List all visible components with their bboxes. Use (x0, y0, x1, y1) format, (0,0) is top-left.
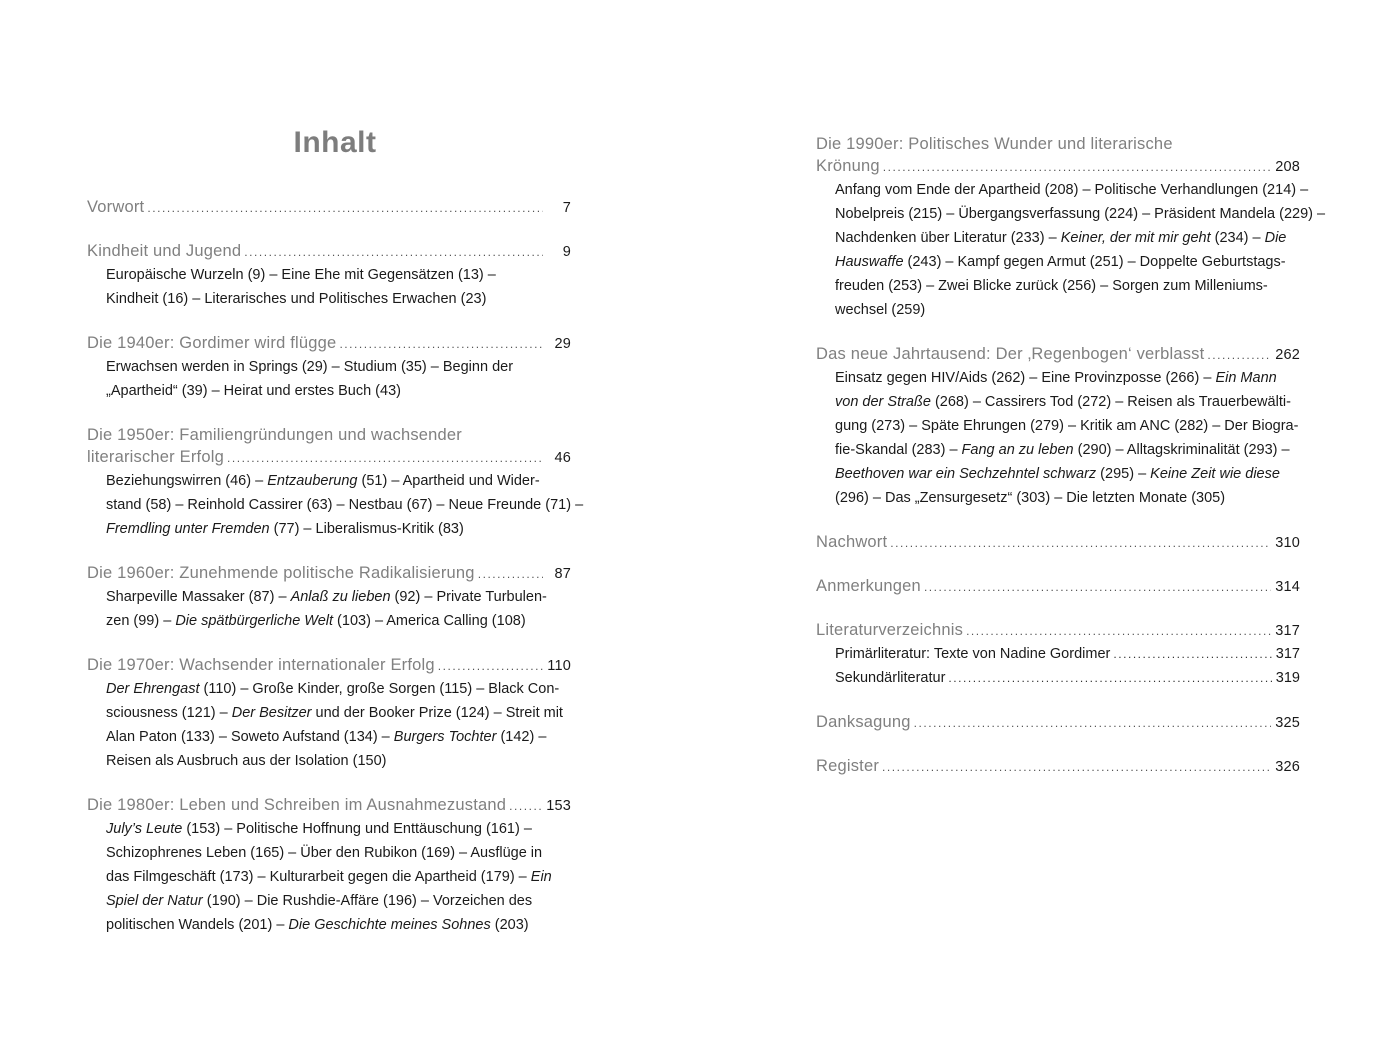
subtopic-text: (290) – Alltagskriminalität (293) – (1073, 442, 1290, 458)
subtopic-text: Nachdenken über Literatur (233) – (835, 230, 1061, 246)
page-number: 325 (1275, 715, 1300, 731)
subtopic-text: Reisen als Ausbruch aus der Isolation (150) (106, 753, 387, 769)
dot-leader (438, 655, 543, 677)
subtopic-text: (203) (490, 917, 529, 933)
toc-entry[interactable] (816, 711, 1300, 734)
entry-heading-line (816, 133, 1300, 155)
dot-leader (147, 197, 543, 219)
subtopic-text: (296) – Das „Zensurgesetz“ (303) – Die letzten Monate (305) (835, 490, 1226, 506)
toc-entry[interactable] (816, 343, 1300, 510)
page-number: 310 (1275, 535, 1300, 551)
toc-entries-left (87, 196, 584, 958)
subtopic-text: sciousness (121) – (106, 705, 232, 721)
entry-heading: Die 1960er: Zunehmende politische Radikalisierung (87, 564, 475, 582)
subtopic-text: fie-Skandal (283) – (835, 442, 962, 458)
dot-leader (924, 576, 1271, 598)
subtopic-text: Alan Paton (133) – Soweto Aufstand (134) – (106, 729, 394, 745)
subtopic-text: (110) – Große Kinder, große Sorgen (115) – Black Con- (199, 681, 560, 697)
subtopic-line (816, 226, 1300, 250)
subtopic-text: Sharpeville Massaker (87) – (106, 589, 291, 605)
subtopic-text: politischen Wandels (201) – (106, 917, 289, 933)
entry-heading-line (87, 446, 571, 469)
page-number: 110 (547, 658, 571, 674)
toc-entry[interactable] (816, 755, 1300, 778)
entry-heading-line (87, 240, 571, 263)
entry-heading: Die 1950er: Familiengründungen und wachsender (87, 426, 462, 444)
entry-heading-line (816, 711, 1300, 734)
dot-leader (244, 241, 543, 263)
work-title: Beethoven war ein Sechzehntel schwarz (835, 466, 1097, 482)
entry-heading-line (87, 654, 571, 677)
toc-entry[interactable] (87, 332, 571, 403)
work-title: Fremdling unter Fremden (106, 521, 270, 537)
subtopic-line (816, 438, 1300, 462)
subtopic-text: Beziehungswirren (46) – (106, 473, 268, 489)
work-title: Ein (530, 869, 552, 885)
page-number: 29 (554, 336, 571, 352)
subtopic-text: (142) – (496, 729, 547, 745)
subtopic-text: stand (58) – Reinhold Cassirer (63) – Nestbau (67) – Neue Freunde (71) – (106, 497, 584, 513)
entry-heading-line (87, 794, 571, 817)
subtopic-line (816, 486, 1300, 510)
entry-heading-line (816, 575, 1300, 598)
dot-leader (1113, 642, 1271, 666)
work-title: Der Besitzer (231, 705, 312, 721)
entry-heading-line (816, 155, 1300, 178)
entry-heading-line (87, 424, 571, 446)
dot-leader (948, 666, 1271, 690)
work-title: Keiner, der mit mir geht (1060, 230, 1211, 246)
entry-heading: Vorwort (87, 198, 145, 216)
subtopic-text: (103) – America Calling (108) (333, 613, 526, 629)
subtopic-text: (268) – Cassirers Tod (272) – Reisen als Trauerbewälti- (930, 394, 1291, 410)
dot-leader (509, 795, 542, 817)
page-number: 317 (1275, 646, 1300, 662)
entry-heading-line (816, 343, 1300, 366)
subtopic-text: zen (99) – (106, 613, 176, 629)
entry-heading: Die 1990er: Politisches Wunder und literarische (816, 135, 1173, 153)
work-title: Ein Mann (1215, 370, 1277, 386)
subtopic-line (87, 677, 571, 701)
entry-heading: Das neue Jahrtausend: Der ‚Regenbogen‘ verblasst (816, 345, 1205, 363)
subtopic-text: freuden (253) – Zwei Blicke zurück (256) – Sorgen zum Milleniums- (835, 278, 1268, 294)
subtopic-text: Einsatz gegen HIV/Aids (262) – Eine Provinzposse (266) – (835, 370, 1216, 386)
subtopic-line (816, 202, 1326, 226)
subtopic-text: (92) – Private Turbulen- (390, 589, 547, 605)
work-title: Die spätbürgerliche Welt (175, 613, 334, 629)
toc-entry[interactable] (87, 240, 571, 311)
entry-heading: Nachwort (816, 533, 888, 551)
toc-right-column (816, 133, 1326, 799)
subtopic-line (816, 462, 1300, 486)
entry-heading: Die 1970er: Wachsender internationaler Erfolg (87, 656, 435, 674)
subtopic-text: Nobelpreis (215) – Übergangsverfassung (224) – Präsident Mandela (229) – (835, 206, 1326, 222)
toc-entry[interactable] (87, 562, 571, 633)
subtopic-text: (153) – Politische Hoffnung und Enttäuschung (161) – (182, 821, 532, 837)
work-title: Die Geschichte meines Sohnes (288, 917, 491, 933)
subtopic-text: (234) – (1210, 230, 1265, 246)
sub-entry[interactable] (816, 666, 1300, 690)
subtopic-line (816, 366, 1300, 390)
dot-leader (478, 563, 543, 585)
toc-entry[interactable] (87, 794, 571, 937)
subtopic-line (87, 817, 571, 841)
subtopic-text: wechsel (259) (835, 302, 926, 318)
entry-heading: Danksagung (816, 713, 911, 731)
entry-heading-line (816, 619, 1300, 642)
toc-entry[interactable] (87, 654, 571, 773)
subtopic-text: Anfang vom Ende der Apartheid (208) – Politische Verhandlungen (214) – (835, 182, 1309, 198)
subtopic-line (816, 274, 1300, 298)
work-title: Keine Zeit wie diese (1150, 466, 1280, 482)
subtopic-text: Schizophrenes Leben (165) – Über den Rubikon (169) – Ausflüge in (106, 845, 543, 861)
subtopic-text: (295) – (1096, 466, 1151, 482)
toc-entry[interactable] (816, 133, 1326, 322)
subtopic-line (87, 263, 571, 287)
sub-entry-label: Primärliteratur: Texte von Nadine Gordimer (835, 646, 1111, 662)
subtopic-text: (77) – Liberalismus-Kritik (83) (269, 521, 464, 537)
subtopic-text: „Apartheid“ (39) – Heirat und erstes Buch (43) (106, 383, 401, 399)
subtopic-line (87, 287, 571, 311)
subtopic-text: (51) – Apartheid und Wider- (357, 473, 540, 489)
entry-heading: Literaturverzeichnis (816, 621, 964, 639)
work-title: Spiel der Natur (106, 893, 203, 909)
page-number: 208 (1275, 159, 1300, 175)
dot-leader (890, 532, 1271, 554)
toc-entry[interactable] (816, 619, 1300, 690)
subtopic-line (87, 609, 571, 633)
entry-heading-line (816, 755, 1300, 778)
dot-leader (966, 620, 1271, 642)
work-title: Burgers Tochter (393, 729, 497, 745)
entry-heading: Die 1980er: Leben und Schreiben im Ausnahmezustand (87, 796, 507, 814)
dot-leader (914, 712, 1272, 734)
subtopic-line (87, 493, 584, 517)
work-title: von der Straße (835, 394, 931, 410)
work-title: Die (1264, 230, 1287, 246)
toc-entry[interactable] (87, 424, 584, 541)
subtopic-line (816, 250, 1300, 274)
entry-heading: Register (816, 757, 880, 775)
dot-leader (883, 156, 1271, 178)
work-title: Entzauberung (267, 473, 358, 489)
subtopic-text: (190) – Die Rushdie-Affäre (196) – Vorzeichen des (202, 893, 533, 909)
subtopic-line (87, 913, 571, 937)
work-title: Hauswaffe (835, 254, 904, 270)
subtopic-line (87, 517, 571, 541)
page-number: 262 (1275, 347, 1300, 363)
toc-entry[interactable] (87, 196, 571, 219)
subtopic-text: Erwachsen werden in Springs (29) – Studium (35) – Beginn der (106, 359, 514, 375)
subtopic-line (816, 414, 1300, 438)
page-title: Inhalt (293, 126, 377, 159)
entry-heading-line (87, 196, 571, 219)
subtopic-line (87, 749, 571, 773)
subtopic-text: Kindheit (16) – Literarisches und Politisches Erwachen (23) (106, 291, 487, 307)
entry-heading-line (816, 531, 1300, 554)
dot-leader (227, 447, 543, 469)
entry-heading-line (87, 332, 571, 355)
entry-heading: Anmerkungen (816, 577, 921, 595)
dot-leader (882, 756, 1271, 778)
sub-entry[interactable] (816, 642, 1300, 666)
entry-heading: Kindheit und Jugend (87, 242, 242, 260)
toc-entries-right (816, 133, 1326, 778)
page-number: 317 (1275, 623, 1300, 639)
subtopic-line (87, 889, 571, 913)
subtopic-line (816, 178, 1309, 202)
subtopic-line (87, 355, 571, 379)
entry-heading: Die 1940er: Gordimer wird flügge (87, 334, 337, 352)
page-number: 314 (1275, 579, 1300, 595)
subtopic-line (87, 379, 571, 403)
subtopic-line (87, 585, 571, 609)
work-title: Anlaß zu lieben (290, 589, 391, 605)
page-number: 9 (562, 244, 571, 260)
page-number: 319 (1275, 670, 1300, 686)
toc-entry[interactable] (816, 575, 1300, 598)
subtopic-line (816, 298, 1300, 322)
subtopic-line (816, 390, 1300, 414)
subtopic-text: gung (273) – Späte Ehrungen (279) – Kritik am ANC (282) – Der Biogra- (835, 418, 1299, 434)
sub-entry-label: Sekundärliteratur (835, 670, 946, 686)
page-number: 153 (546, 798, 571, 814)
subtopic-line (87, 469, 571, 493)
work-title: Der Ehrengast (106, 681, 200, 697)
entry-heading: literarischer Erfolg (87, 448, 224, 466)
subtopic-line (87, 865, 571, 889)
subtopic-line (87, 701, 571, 725)
page-number: 326 (1275, 759, 1300, 775)
subtopic-line (87, 725, 571, 749)
work-title: Fang an zu leben (961, 442, 1074, 458)
toc-entry[interactable] (816, 531, 1300, 554)
subtopic-text: Europäische Wurzeln (9) – Eine Ehe mit Gegensätzen (13) – (106, 267, 496, 283)
entry-heading: Krönung (816, 157, 880, 175)
subtopic-text: (243) – Kampf gegen Armut (251) – Doppelte Geburtstags- (903, 254, 1286, 270)
entry-heading-line (87, 562, 571, 585)
page-number: 46 (554, 450, 571, 466)
page-number: 87 (554, 566, 571, 582)
dot-leader (339, 333, 543, 355)
subtopic-text: und der Booker Prize (124) – Streit mit (311, 705, 563, 721)
subtopic-text: das Filmgeschäft (173) – Kulturarbeit gegen die Apartheid (179) – (106, 869, 531, 885)
page-number: 7 (562, 200, 571, 216)
dot-leader (1207, 344, 1271, 366)
subtopic-line (87, 841, 571, 865)
work-title: July’s Leute (106, 821, 183, 837)
